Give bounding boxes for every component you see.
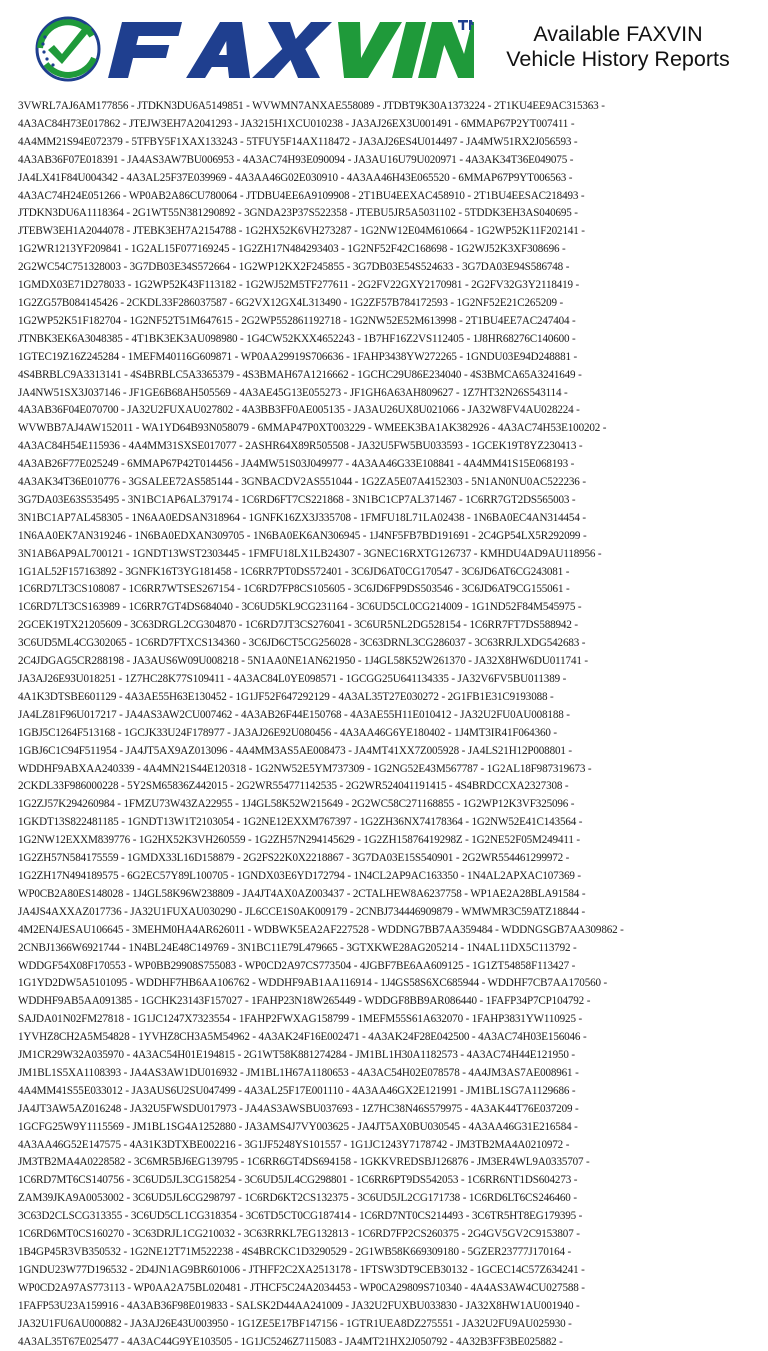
vin-line: 1G1YD2DW5A5101095 - WDDHF7HB6AA106762 - WDDHF9AB1AA116914 - 1J4GS58S6XC685944 - WDDHF7CB7AA170560 -: [18, 977, 608, 990]
checkmark-emblem-icon: [37, 18, 99, 80]
vin-line: 4A3AB36F04E070700 - JA32U2FUXAU027802 - 4A3BB3FF0AE005135 - JA3AU26UX8U021066 - JA32W8FV4AU028224 -: [18, 404, 580, 417]
vin-line: JA4NW51SX3J037146 - JF1GE6B68AH505569 - 4A3AE45G13E055273 - JF1GH6A63AH809627 - 1Z7HT32N26S543114 -: [18, 386, 568, 399]
vin-line: WDDHF9AB5AA091385 - 1GCHK23143F157027 - 1FAHP23N18W265449 - WDDGF8BB9AR086440 - 1FAFP34P7CP104792 -: [18, 995, 591, 1008]
faxvin-wordmark: [108, 22, 474, 78]
vin-line: 1G2WR1213YF209841 - 1G2AL15F077169245 - 1G2ZH17N484293403 - 1G2NF52F42C168698 - 1G2WJ52K3XF308696 -: [18, 243, 566, 256]
vin-line: 4A3AA46G52E147575 - 4A31K3DTXBE002216 - 3G1JF5248YS101557 - 1G1JC1243Y7178742 - JM3TB2MA4A0210972 -: [18, 1138, 570, 1151]
page-header: [0, 0, 768, 95]
vin-line: 1G2NW12EXXM839776 - 1G2HX52K3VH260559 - 1G2ZH57N294145629 - 1G2ZH15876419298Z - 1G2NE52F05M249411 -: [18, 834, 580, 847]
trademark-mark: [458, 20, 474, 30]
vin-line: 2GCEK19TX21205609 - 3C63DRGL2CG304870 - 1C6RD7JT3CS276041 - 3C6UR5NL2DG528154 - 1C6RR7FT7DS588942 -: [18, 619, 578, 632]
vin-line: 2G2WC54C751328003 - 3G7DB03E34S572664 - 1G2WP12KX2F245855 - 3G7DB03E54S524633 - 3G7DA03E94S586748 -: [18, 261, 570, 274]
vin-line: WP0CB2A80ES148028 - 1J4GL58K96W238809 - JA4JT4AX0AZ003437 - 2CTALHEW8A6237758 - WP1AE2A28BLA91584 -: [18, 887, 586, 900]
vin-line: JTNBK3EK6A3048385 - 4T1BK3EK3AU098980 - 1G4CW52KXX4652243 - 1B7HF16Z2VS112405 - 1J8HR68276C140600 -: [18, 332, 576, 345]
vin-line: 1GTEC19Z16Z245284 - 1MEFM40116G609871 - WP0AA29919S706636 - 1FAHP3438YW272265 - 1GNDU03E94D248881 -: [18, 350, 578, 363]
vin-line: 1GCFG25W9Y1115569 - JM1BL1SG4A1252880 - JA3AMS4J7VY003625 - JA4JT5AX0BU030545 - 4A3AA46G31E216584 -: [18, 1120, 578, 1133]
vin-line: 1C6RD6MT0CS160270 - 3C63DRJL1CG210032 - 3C63RRKL7EG132813 - 1C6RD7FP2CS260375 - 2G4GV5GV2C9153807 -: [18, 1228, 580, 1241]
vin-line: 1YVHZ8CH2A5M54828 - 1YVHZ8CH3A5M54962 - 4A3AK24F16E002471 - 4A3AK24F28E042500 - 4A3AC74H03E156046 -: [18, 1031, 587, 1044]
vin-list: [18, 98, 754, 1351]
vin-line: 3G7DA03E63S535495 - 3N1BC1AP6AL379174 - 1C6RD6FT7CS221868 - 3N1BC1CP7AL371467 - 1C6RR7GT2DS565003 -: [18, 493, 576, 506]
vin-line: JM1BL1S5XA1108393 - JA4AS3AW1DU016932 - JM1BL1H67A1180653 - 4A3AC54H02E078578 - 4A4JM3AS7AE008961 -: [18, 1066, 579, 1079]
vin-line: 1GNDU23W77D196532 - 2D4JN1AG9BR601006 - JTHFF2C2XA2513178 - 1FTSW3DT9CEB30132 - 1GCEC14C57Z634241 -: [18, 1263, 585, 1276]
vin-line: 3N1AB6AP9AL700121 - 1GNDT13WST2303445 - 1FMFU18LX1LB24307 - 3GNEC16RXTG126737 - KMHDU4AD9AU118956 -: [18, 547, 602, 560]
vin-line: 4A1K3DTSBE601129 - 4A3AE55H63E130452 - 1G1JF52F647292129 - 4A3AL35T27E030272 - 2G1FB1E31C9193088 -: [18, 690, 554, 703]
heading-line-2: Vehicle History Reports: [506, 47, 730, 71]
vin-line: 1G2ZH57N584175559 - 1GMDX33L16D158879 - 2G2FS22K0X2218867 - 3G7DA03E15S540901 - 2G2WR554461299972 -: [18, 852, 570, 865]
vin-line: 1G2ZG57B084145426 - 2CKDL33F286037587 - 6G2VX12GX4L313490 - 1G2ZF57B784172593 - 1G2NF52E21C265209 -: [18, 296, 564, 309]
vin-line: JA3AJ26E93U018251 - 1Z7HC28K77S109411 - 4A3AC84L0YE098571 - 1GCGG25U641134335 - JA32V6FV5BU011389 -: [18, 673, 567, 685]
vin-line: 1G2ZH17N494189575 - 6G2EC57Y89L100705 - 1GNDX03E6YD172794 - 1N4CL2AP9AC163350 - 1N4AL2APXAC107369 -: [18, 869, 581, 882]
vin-line: SAJDA01N02FM27818 - 1G1JC1247X7323554 - 1FAHP2FWXAG158799 - 1MEFM55S61A632070 - 1FAHP3831YW110925 -: [18, 1013, 583, 1026]
vin-line: JM1CR29W32A035970 - 4A3AC54H01E194815 - 2G1WT58K881274284 - JM1BL1H30A1182573 - 4A3AC74H44E121950 -: [18, 1049, 575, 1062]
vin-line: 3VWRL7AJ6AM177856 - JTDKN3DU6A5149851 - WVWMN7ANXAE558089 - JTDBT9K30A1373224 - 2T1KU4EE9AC315363 -: [18, 100, 605, 112]
vin-line: 4A3AB26F77E025249 - 6MMAP67P42T014456 - JA4MW51S03J049977 - 4A3AA46G33E108841 - 4A4MM41S15E068193 -: [18, 458, 575, 471]
vin-line: JA4LX41F84U004342 - 4A3AL25F37E039969 - 4A3AA46G02E030910 - 4A3AA46H43E065520 - 6MMAP67P9YT006563 -: [18, 171, 573, 184]
vin-line: 1FAFP53U23A159916 - 4A3AB36F98E019833 - SALSK2D44AA241009 - JA32U2FUXBU033830 - JA32X8HW1AU001940 -: [18, 1299, 580, 1312]
vin-line: 4S4BRBLC9A3313141 - 4S4BRBLC5A3365379 - 4S3BMAH67A1216662 - 1GCHC29U86E234040 - 4S3BMCA65A3241649 -: [18, 368, 582, 381]
heading-line-1: Available FAXVIN: [533, 22, 703, 46]
vin-line: 4A3AK34T36E010776 - 3GSALEE72AS585144 - 3GNBACDV2AS551044 - 1G2ZA5E07A4152303 - 5N1AN0NU0AC522236 -: [18, 476, 586, 489]
vin-line: 4A4MM41S55E033012 - JA3AUS6U2SU047499 - 4A3AL25F17E001110 - 4A3AA46GX2E121991 - JM1BL1SG7A1129686 -: [18, 1084, 576, 1097]
vin-line: 4A3AB36F07E018391 - JA4AS3AW7BU006953 - 4A3AC74H93E090094 - JA3AU16U79U020971 - 4A3AK34T36E049075 -: [18, 153, 574, 166]
vin-line: 3C6UD5ML4CG302065 - 1C6RD7FTXCS134360 - 3C6JD6CT5CG256028 - 3C63DRNL3CG286037 - 3C63RRJLXDG542683 -: [18, 637, 586, 650]
vin-line: 2CNBJ1366W6921744 - 1N4BL24E48C149769 - 3N1BC11E79L479665 - 3GTXKWE28AG205214 - 1N4AL11DX5C113792 -: [18, 941, 577, 954]
vin-line: JA4LZ81F96U017217 - JA4AS3AW2CU007462 - 4A3AB26F44E150768 - 4A3AE55H11E010412 - JA32U2FU0AU008188 -: [18, 708, 570, 721]
vin-line: 3C63D2CLSCG313355 - 3C6UD5CL1CG318354 - 3C6TD5CT0CG187414 - 1C6RD7NT0CS214493 - 3C6TR5HT8EG179395 -: [18, 1210, 583, 1223]
vin-line: JA32U1FU6AU000882 - JA3AJ26E43U003950 - 1G1ZE5E17BF147156 - 1GTR1UEA8DZ275551 - JA32U2FU9AU025930 -: [18, 1317, 572, 1330]
vin-line: WVWBB7AJ4AW152011 - WA1YD64B93N058079 - 6MMAP47P0XT003229 - WMEEK3BA1AK382926 - 4A3AC74H53E100202 -: [18, 422, 607, 435]
vin-line: 1G2WP52K51F182704 - 1G2NF52T51M647615 - 2G2WP552861192718 - 1G2NW52E52M613998 - 2T1BU4EE7AC247404 -: [18, 314, 576, 327]
vin-line: JTEBW3EH1A2044078 - JTEBK3EH7A2154788 - 1G2HX52K6VH273287 - 1G2NW12E04M610664 - 1G2WP52K11F202141 -: [18, 225, 585, 238]
vin-line: 1GKDT13S822481185 - 1GNDT13W1T2103054 - 1G2NE12EXXM767397 - 1G2ZH36NX74178364 - 1G2NW52E41C143564 -: [18, 816, 583, 829]
vin-line: 1GBJ5C1264F513168 - 1GCJK33U24F178977 - JA3AJ26E92U080456 - 4A3AA46G6YE180402 - 1J4MT3IR41F064360 -: [18, 726, 557, 739]
vin-line: 4A4MM21S94E072379 - 5TFBY5F1XAX133243 - 5TFUY5F14AX118472 - JA3AJ26ES4U014497 - JA4MW51RX2J056593 -: [18, 135, 578, 148]
vin-line: 1C6RD7LT3CS108087 - 1C6RR7WTSES267154 - 1C6RD7FP8CS105605 - 3C6JD6FP9DS503546 - 3C6JD6AT9CG155061 -: [18, 583, 570, 596]
vin-line: 3N1BC1AP7AL458305 - 1N6AA0EDSAN318964 - 1GNFK16ZX3J335708 - 1FMFU18L71LA02438 - 1N6BA0EC4AN314454 -: [18, 511, 586, 524]
vin-line: JM3TB2MA4A0228582 - 3C6MR5BJ6EG139795 - 1C6RR6GT4DS694158 - 1GKKVREDSBJ126876 - JM3ER4WL9A0335707 -: [18, 1156, 590, 1169]
vin-line: JA4JS4AXXAZ017736 - JA32U1FUXAU030290 - JL6CCE1S0AK009179 - 2CNBJ734446909879 - WMWMR3C59ATZ18844 -: [18, 905, 586, 918]
vin-line: 2CKDL33F986000228 - 5Y2SM65836Z442015 - 2G2WR554771142535 - 2G2WR524041191415 - 4S4BRDCCXA2327308 -: [18, 780, 569, 793]
vin-line: 1GBJ6C1C94F511954 - JA4JT5AX9AZ013096 - 4A4MM3AS5AE008473 - JA4MT41XX7Z005928 - JA4LS21H12P008801 -: [18, 744, 572, 757]
vin-line: 1C6RD7LT3CS163989 - 1C6RR7GT4DS684040 - 3C6UD5KL9CG231164 - 3C6UD5CL0CG214009 - 1G1ND52F84M545975 -: [18, 601, 582, 614]
vin-line: 1C6RD7MT6CS140756 - 3C6UD5JL3CG158254 - 3C6UD5JL4CG298801 - 1C6RR6PT9DS542053 - 1C6RR6NT1DS604273 -: [18, 1174, 578, 1187]
vin-line: WDDHF9ABXAA240339 - 4A4MN21S44E120318 - 1G2NW52E5YM737309 - 1G2NG52E43M567787 - 1G2AL18F987319673 -: [18, 762, 592, 775]
vin-line: WDDGF54X08F170553 - WP0BB29908S755083 - WP0CD2A97CS773504 - 4JGBF7BE6AA609125 - 1G1ZT54858F113427 -: [18, 959, 576, 972]
vin-line: 4A3AC84H73E017862 - JTEJW3EH7A2041293 - JA3215H1XCU010238 - JA3AJ26EX3U001491 - 6MMAP67P2YT007411 -: [18, 117, 575, 130]
vin-line: 1GMDX03E71D278033 - 1G2WP52K43F113182 - 1G2WJ52M5TF277611 - 2G2FV22GXY2170981 - 2G2FV32G3Y2118419 -: [18, 279, 580, 292]
vin-line: ZAM39JKA9A0053002 - 3C6UD5JL6CG298797 - 1C6RD6KT2CS132375 - 3C6UD5JL2CG171738 - 1C6RD6LT6CS246460 -: [18, 1192, 577, 1205]
vin-line: JTDKN3DU6A1118364 - 2G1WT55N381290892 - 3GNDA23P37S522358 - JTEBU5JR5A5031102 - 5TDDK3EH3AS040695 -: [18, 207, 578, 220]
vin-line: 1G1AL52F157163892 - 3GNFK16T3YG181458 - 1C6RR7PT0DS572401 - 3C6JD6AT0CG170547 - 3C6JD6AT6CG243081 -: [18, 565, 570, 578]
vin-line: WP0CD2A97AS773113 - WP0AA2A75BL020481 - JTHCF5C24A2034453 - WP0CA29809S710340 - 4A4AS3AW4CU027588 -: [18, 1281, 585, 1294]
vin-line: 1B4GP45R3VB350532 - 1G2NE12T71M522238 - 4S4BRCKC1D3290529 - 2G1WB58K669309180 - 5GZER23777J170164 -: [18, 1246, 572, 1258]
faxvin-logo: [34, 14, 474, 84]
vin-line: 1G2ZJ57K294260984 - 1FMZU73W43ZA22955 - 1J4GL58K52W215649 - 2G2WC58C271168855 - 1G2WP12K3VF325096 -: [18, 798, 575, 811]
vin-line: JA4JT3AW5AZ016248 - JA32U5FWSDU017973 - JA4AS3AWSBU037693 - 1Z7HC38N46S579975 - 4A3AK44T76E037209 -: [18, 1102, 579, 1115]
vin-line: 1N6AA0EK7AN319246 - 1N6BA0EDXAN309705 - 1N6BA0EK6AN306945 - 1J4NF5FB7BD191691 - 2C4GP54LX5R292099 -: [18, 529, 587, 542]
vin-line: 2C4JDGAG5CR288198 - JA3AUS6W09U008218 - 5N1AA0NE1AN621950 - 1J4GL58K52W261370 - JA32X8HW6DU011741 -: [18, 655, 588, 668]
vin-line: 4A3AL35T67E025477 - 4A3AC44G9YE103505 - 1G1JC5246Z7115083 - JA4MT21HX2J050792 - 4A32B3FF3BE025882 -: [18, 1335, 563, 1348]
vin-line: 4A3AC74H24E051266 - WP0AB2A86CU780064 - JTDBU4EE6A9109908 - 2T1BU4EEXAC458910 - 2T1BU4EESAC218493 -: [18, 189, 585, 202]
vin-line: 4A3AC84H54E115936 - 4A4MM31SXSE017077 - 2ASHR64X89R505508 - JA32U5FW5BU033593 - 1GCEK19T8YZ230413 -: [18, 440, 583, 453]
vin-line: 4M2EN4JESAU106645 - 3MEHM0HA4AR626011 - WDBWK5EA2AF227528 - WDDNG7BB7AA359484 - WDDNGSGB7AA309862 -: [18, 923, 624, 936]
report-heading: [480, 22, 756, 72]
